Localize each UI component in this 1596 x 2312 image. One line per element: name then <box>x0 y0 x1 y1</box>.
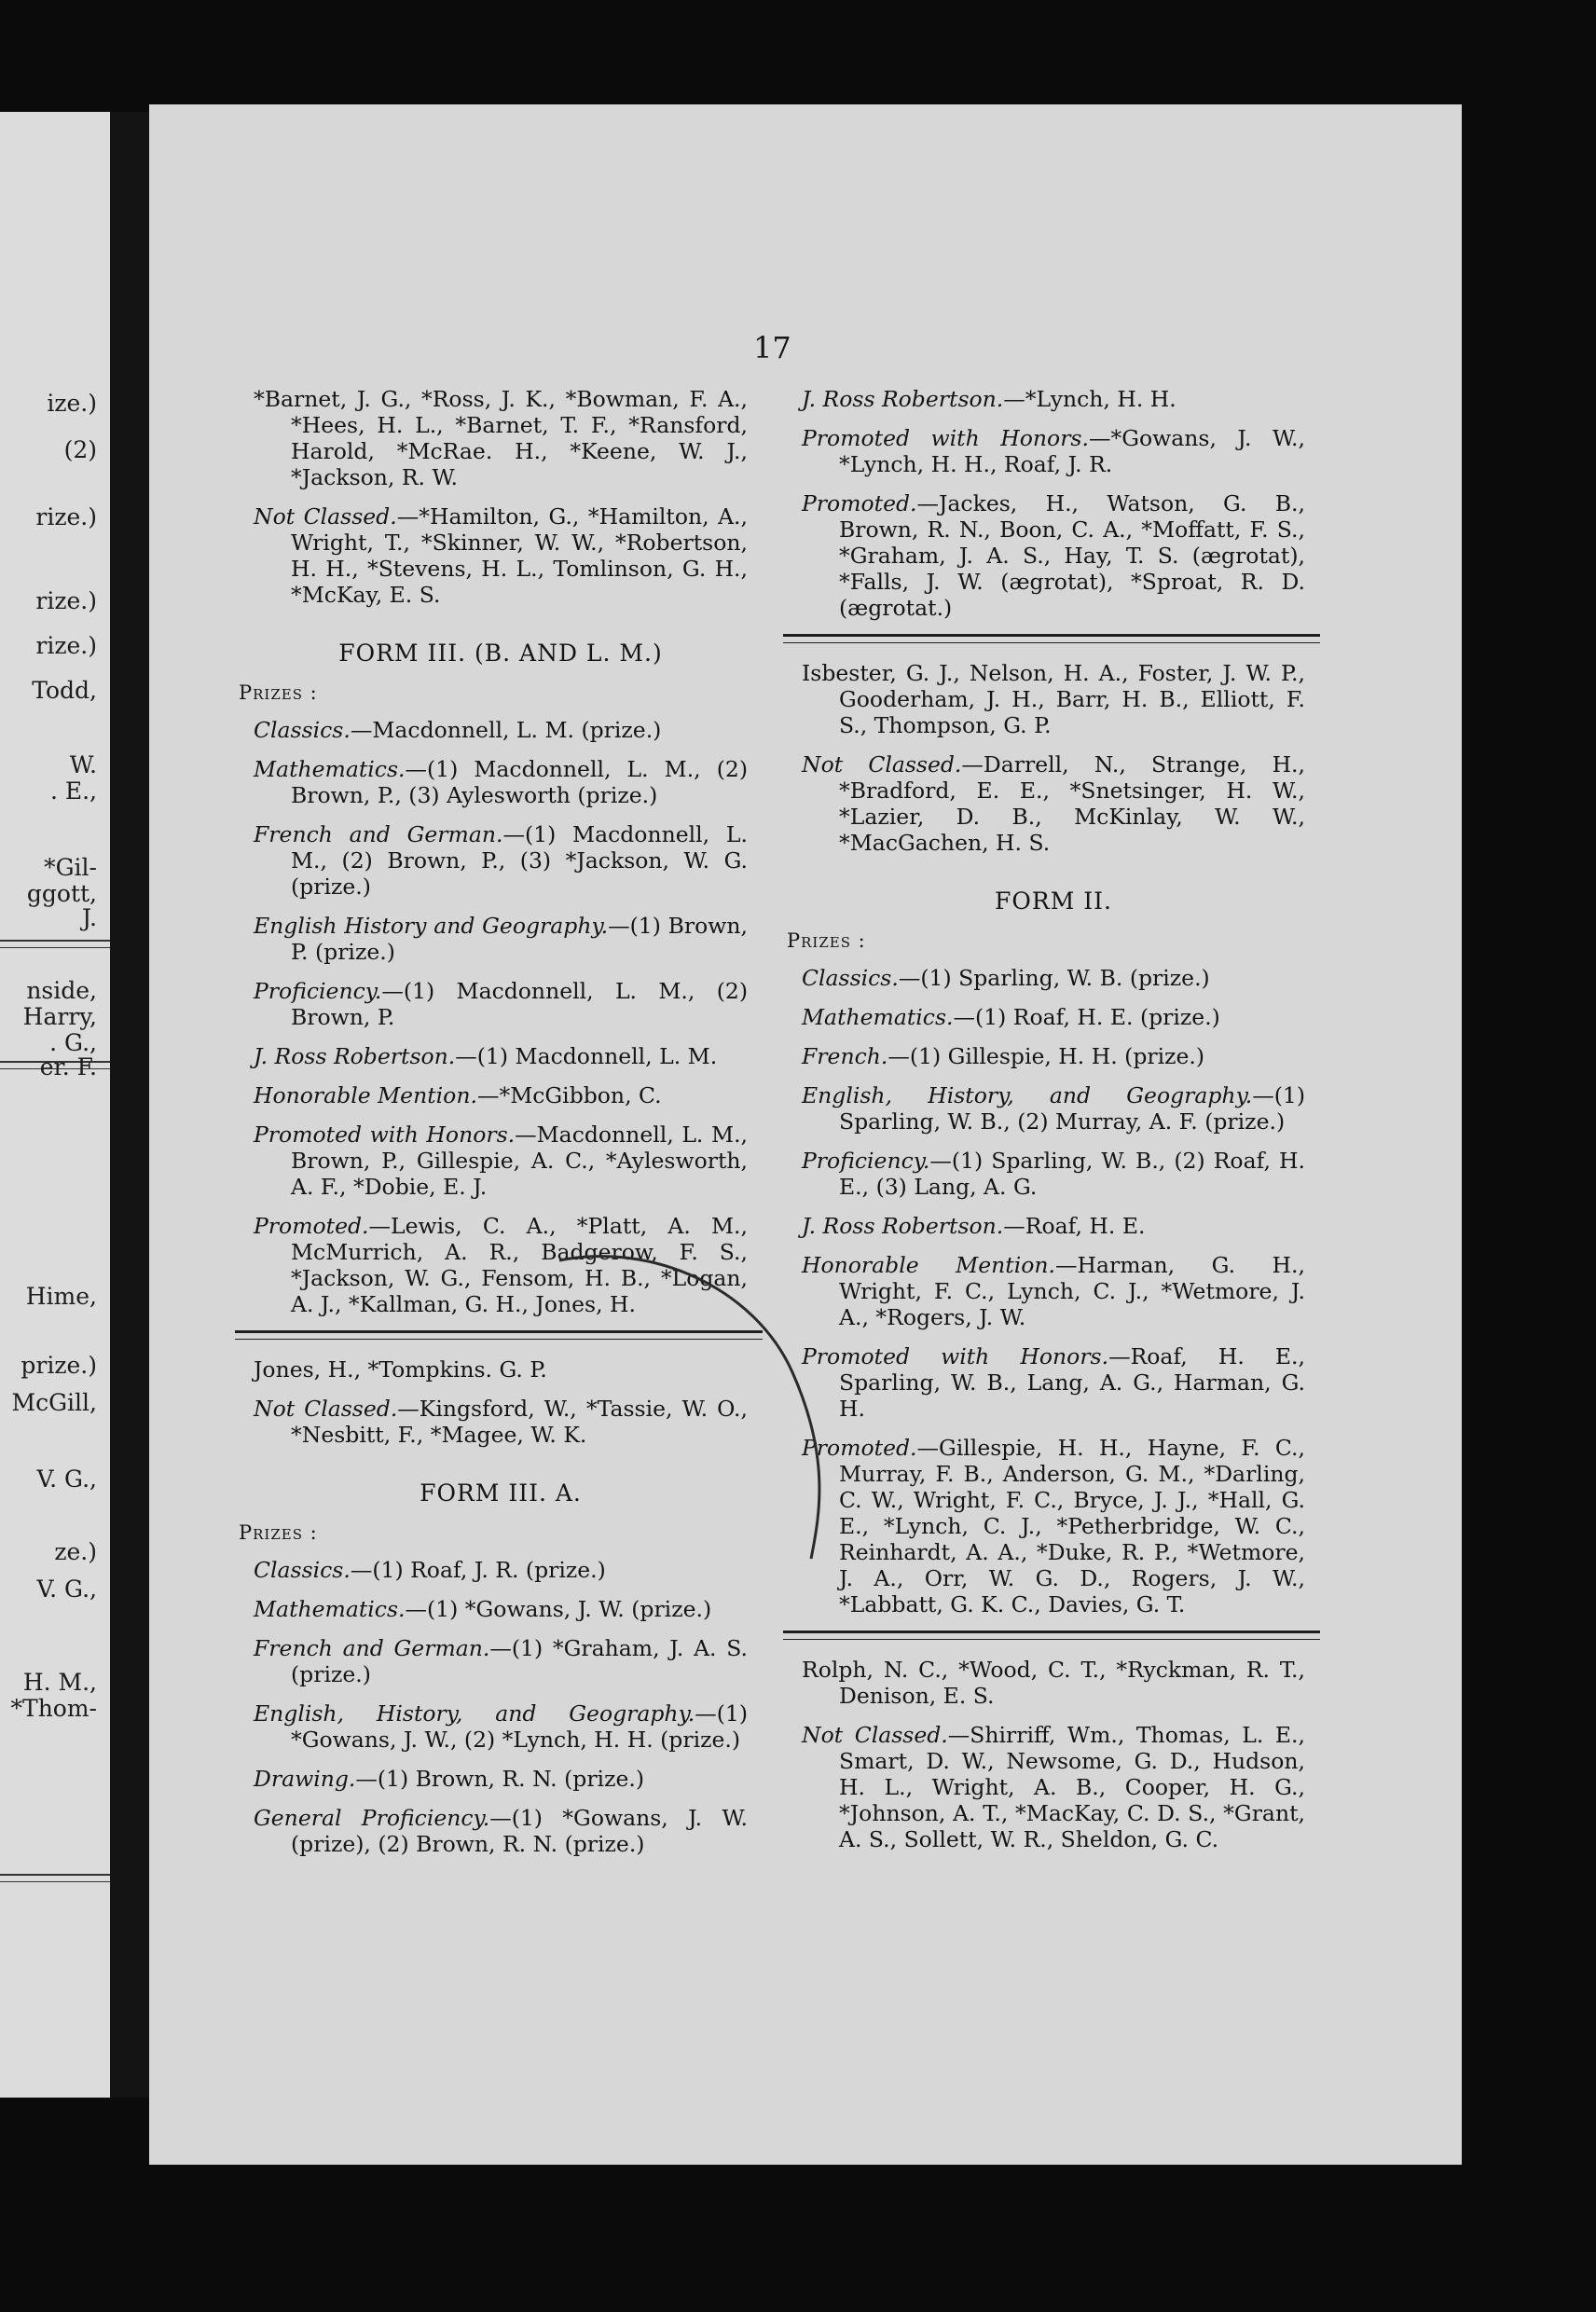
entry-label: English, History, and Geography. <box>802 1082 1253 1108</box>
list-entry <box>802 1004 1305 1030</box>
list-entry <box>802 1043 1305 1069</box>
entry-label: English History and Geography. <box>254 913 609 939</box>
entry-label: Classics. <box>254 1557 351 1583</box>
previous-page-text: ze.) <box>54 1538 97 1565</box>
entry-text: —(1) Sparling, W. B., (2) Roaf, H. E., (3) Lang, A. G. <box>839 1148 1305 1200</box>
list-entry <box>802 1213 1305 1239</box>
class-list-continued <box>254 386 748 608</box>
list-entry <box>254 1766 748 1792</box>
previous-page-rule <box>0 940 110 948</box>
prizes-label: Prizes : <box>239 1521 318 1544</box>
entry-text: —(1) Macdonnell, L. M., (2) Brown, P., (3) Aylesworth (prize.) <box>291 756 748 808</box>
entry-label: Not Classed. <box>802 1722 948 1748</box>
entry-text: —*McGibbon, C. <box>476 1082 662 1108</box>
entry-text: —(1) *Gowans, J. W. (prize), (2) Brown, R. N. (prize.) <box>291 1805 748 1857</box>
previous-page-text: *Thom- <box>10 1695 97 1722</box>
list-entry <box>254 717 748 743</box>
list-entry <box>802 490 1305 621</box>
prizes-label: Prizes : <box>239 681 318 704</box>
entry-text: —(1) Roaf, H. E. (prize.) <box>953 1004 1220 1030</box>
entry-text: —Kingsford, W., *Tassie, W. O., *Nesbitt, F., *Magee, W. K. <box>291 1396 748 1448</box>
entry-text: —Gillespie, H. H., Hayne, F. C., Murray, F. B., Anderson, G. M., *Darling, C. W., Wright, F. C., Bryce, J. J., *Hall, G. E., *Lynch, C. J., *Petherbridge, W. C., Reinhardt, A. A., *Duke, R. P., *Wetmore, J. A., Orr, W. G. D., Rogers, J. W., *Labbatt, G. K. C., Davies, G. T. <box>839 1435 1305 1617</box>
list-entry <box>254 1356 748 1383</box>
entry-label: English, History, and Geography. <box>254 1700 695 1727</box>
entry-label: Promoted with Honors. <box>802 1343 1109 1369</box>
section-rule <box>235 1330 763 1340</box>
entry-text: —(1) *Gowans, J. W., (2) *Lynch, H. H. (prize.) <box>291 1700 748 1753</box>
entry-text: —*Lynch, H. H. <box>1003 386 1176 412</box>
form-entries-continued <box>802 386 1305 621</box>
entry-text: —(1) Brown, R. N. (prize.) <box>355 1766 644 1792</box>
entry-label: Drawing. <box>254 1766 356 1792</box>
book-gutter <box>110 112 149 2098</box>
list-entry <box>802 386 1305 412</box>
previous-page-text: Todd, <box>32 677 97 704</box>
entry-label: J. Ross Robertson. <box>254 1043 456 1069</box>
entry-label: Promoted. <box>254 1213 369 1239</box>
list-entry <box>802 1343 1305 1422</box>
previous-page-text: nside, <box>26 977 97 1004</box>
previous-page-text: ggott, <box>26 880 97 907</box>
entry-label: Mathematics. <box>254 756 406 782</box>
entry-label: Mathematics. <box>802 1004 954 1030</box>
document-page <box>149 104 1462 2165</box>
list-entry <box>254 1122 748 1200</box>
entry-label: Not Classed. <box>254 1396 398 1422</box>
entry-label: Mathematics. <box>254 1596 406 1622</box>
form-heading: FORM II. <box>995 888 1112 915</box>
previous-page-text: McGill, <box>11 1389 97 1416</box>
entry-text: —(1) Macdonnell, L. M., (2) Brown, P., (3) *Jackson, W. G. (prize.) <box>291 821 748 900</box>
entry-text: —Macdonnell, L. M. (prize.) <box>350 717 662 743</box>
entry-label: Promoted with Honors. <box>802 425 1089 451</box>
previous-page-text: V. G., <box>36 1466 97 1493</box>
entry-text: —(1) Macdonnell, L. M., (2) Brown, P. <box>291 978 748 1030</box>
prizes-label: Prizes : <box>787 929 866 952</box>
list-entry <box>254 386 748 490</box>
previous-page-text: rize.) <box>35 503 97 530</box>
list-entry <box>254 1082 748 1108</box>
list-entry <box>802 965 1305 991</box>
previous-page-text: V. G., <box>36 1576 97 1603</box>
entry-text: —(1) *Gowans, J. W. (prize.) <box>405 1596 712 1622</box>
entry-label: Proficiency. <box>254 978 382 1004</box>
entry-label: Promoted with Honors. <box>254 1122 516 1148</box>
form-entries <box>802 965 1305 1617</box>
list-entry <box>802 425 1305 477</box>
entry-text: —*Gowans, J. W., *Lynch, H. H., Roaf, J. R. <box>839 425 1305 477</box>
entry-text: —*Hamilton, G., *Hamilton, A., Wright, T., *Skinner, W. W., *Robertson, H. H., *Stevens, H. L., Tomlinson, G. H., *McKay, E. S. <box>291 503 749 608</box>
previous-page-text: (2) <box>63 436 97 463</box>
previous-page-text: Hime, <box>25 1283 97 1310</box>
previous-page-text: H. M., <box>22 1669 97 1696</box>
list-entry <box>802 1148 1305 1200</box>
entry-text: —(1) Brown, P. (prize.) <box>291 913 748 965</box>
entry-text: —Shirriff, Wm., Thomas, L. E., Smart, D. W., Newsome, G. D., Hudson, H. L., Wright, A. B., Cooper, H. G., *Johnson, A. T., *MacKay, C. D. S., *Grant, A. S., Sollett, W. R., Sheldon, G. C. <box>839 1722 1305 1852</box>
list-entry <box>254 978 748 1030</box>
entry-label: Classics. <box>802 965 899 991</box>
page-number: 17 <box>753 330 791 365</box>
entry-text: —(1) Roaf, J. R. (prize.) <box>350 1557 606 1583</box>
entry-label: Proficiency. <box>802 1148 930 1174</box>
list-entry <box>254 821 748 900</box>
previous-page-text: rize.) <box>35 632 97 659</box>
entry-text: Rolph, N. C., *Wood, C. T., *Ryckman, R. T., Denison, E. S. <box>802 1657 1305 1709</box>
list-entry <box>802 1082 1305 1135</box>
previous-page-text: W. <box>69 751 97 778</box>
entry-label: J. Ross Robertson. <box>802 386 1004 412</box>
entry-text: —Darrell, N., Strange, H., *Bradford, E. E., *Snetsinger, H. W., *Lazier, D. B., McKinlay, W. W., *MacGachen, H. S. <box>839 751 1305 856</box>
entry-label: French and German. <box>254 821 503 847</box>
entry-text: —Roaf, H. E. <box>1003 1213 1146 1239</box>
previous-page-text: rize.) <box>35 587 97 614</box>
previous-page-text: *Gil- <box>44 854 97 881</box>
entry-text: Isbester, G. J., Nelson, H. A., Foster, J. W. P., Gooderham, J. H., Barr, H. B., Elliott, F. S., Thompson, G. P. <box>802 660 1305 738</box>
right-column <box>787 386 1306 1865</box>
previous-page-rule <box>0 1874 110 1882</box>
unranked-entries <box>254 1356 748 1448</box>
entry-label: Honorable Mention. <box>802 1252 1055 1278</box>
entry-label: Promoted. <box>802 1435 917 1461</box>
form-heading: FORM III. A. <box>420 1479 582 1507</box>
entry-label: Honorable Mention. <box>254 1082 477 1108</box>
entry-label: Promoted. <box>802 490 917 516</box>
list-entry <box>254 1557 748 1583</box>
previous-page-fragment <box>0 112 110 2098</box>
entry-text: —Macdonnell, L. M., Brown, P., Gillespie, A. C., *Aylesworth, A. F., *Dobie, E. J. <box>291 1122 749 1200</box>
previous-page-text: ize.) <box>47 390 97 417</box>
list-entry <box>254 1396 748 1448</box>
section-rule <box>783 1631 1320 1640</box>
entry-label: French. <box>802 1043 888 1069</box>
list-entry <box>254 1043 748 1069</box>
entry-text: —Jackes, H., Watson, G. B., Brown, R. N., Boon, C. A., *Moffatt, F. S., *Graham, J. A. S., Hay, T. S. (ægrotat), *Falls, J. W. (ægrotat), *Sproat, R. D. (ægrotat.) <box>839 490 1305 621</box>
list-entry <box>254 1213 748 1317</box>
list-entry <box>254 913 748 965</box>
form-entries <box>254 1557 748 1857</box>
entry-label: J. Ross Robertson. <box>802 1213 1004 1239</box>
previous-page-text: . G., <box>49 1029 97 1056</box>
previous-page-text: . E., <box>49 778 97 805</box>
entry-text: —(1) Macdonnell, L. M. <box>455 1043 718 1069</box>
list-entry <box>254 1700 748 1753</box>
list-entry <box>802 1252 1305 1330</box>
list-entry <box>802 1657 1305 1709</box>
list-entry <box>254 503 748 608</box>
entry-text: —(1) Sparling, W. B. (prize.) <box>898 965 1210 991</box>
entry-text: *Barnet, J. G., *Ross, J. K., *Bowman, F. A., *Hees, H. L., *Barnet, T. F., *Ransford, Harold, *McRae. H., *Keene, W. J., *Jackson, R. W. <box>254 386 748 490</box>
entry-text: —(1) *Graham, J. A. S. (prize.) <box>291 1635 748 1687</box>
list-entry <box>254 1596 748 1622</box>
entry-text: —Lewis, C. A., *Platt, A. M., McMurrich, A. R., Badgerow, F. S., *Jackson, W. G., Fensom, H. B., *Logan, A. J., *Kallman, G. H., Jones, H. <box>291 1213 748 1317</box>
entry-label: French and German. <box>254 1635 490 1661</box>
left-column <box>239 386 749 1870</box>
list-entry <box>254 756 748 808</box>
unranked-entries <box>802 660 1305 856</box>
form-heading: FORM III. (B. AND L. M.) <box>338 640 663 667</box>
list-entry <box>254 1805 748 1857</box>
previous-page-text: J. <box>81 904 97 931</box>
entry-label: General Proficiency. <box>254 1805 490 1831</box>
list-entry <box>802 660 1305 738</box>
entry-text: —Harman, G. H., Wright, F. C., Lynch, C. J., *Wetmore, J. A., *Rogers, J. W. <box>839 1252 1305 1330</box>
unranked-entries <box>802 1657 1305 1852</box>
entry-label: Classics. <box>254 717 351 743</box>
previous-page-text: er. F. <box>39 1053 97 1080</box>
list-entry <box>254 1635 748 1687</box>
previous-page-text: prize.) <box>21 1352 97 1379</box>
entry-text: —(1) Sparling, W. B., (2) Murray, A. F. (prize.) <box>839 1082 1305 1135</box>
entry-text: —Roaf, H. E., Sparling, W. B., Lang, A. G., Harman, G. H. <box>839 1343 1306 1422</box>
list-entry <box>802 1722 1305 1852</box>
list-entry <box>802 751 1305 856</box>
entry-text: Jones, H., *Tompkins. G. P. <box>254 1356 547 1383</box>
entry-label: Not Classed. <box>802 751 962 778</box>
previous-page-text: Harry, <box>22 1003 97 1030</box>
section-rule <box>783 634 1320 643</box>
entry-label: Not Classed. <box>254 503 397 530</box>
entry-text: —(1) Gillespie, H. H. (prize.) <box>887 1043 1205 1069</box>
list-entry <box>802 1435 1305 1617</box>
form-entries <box>254 717 748 1317</box>
